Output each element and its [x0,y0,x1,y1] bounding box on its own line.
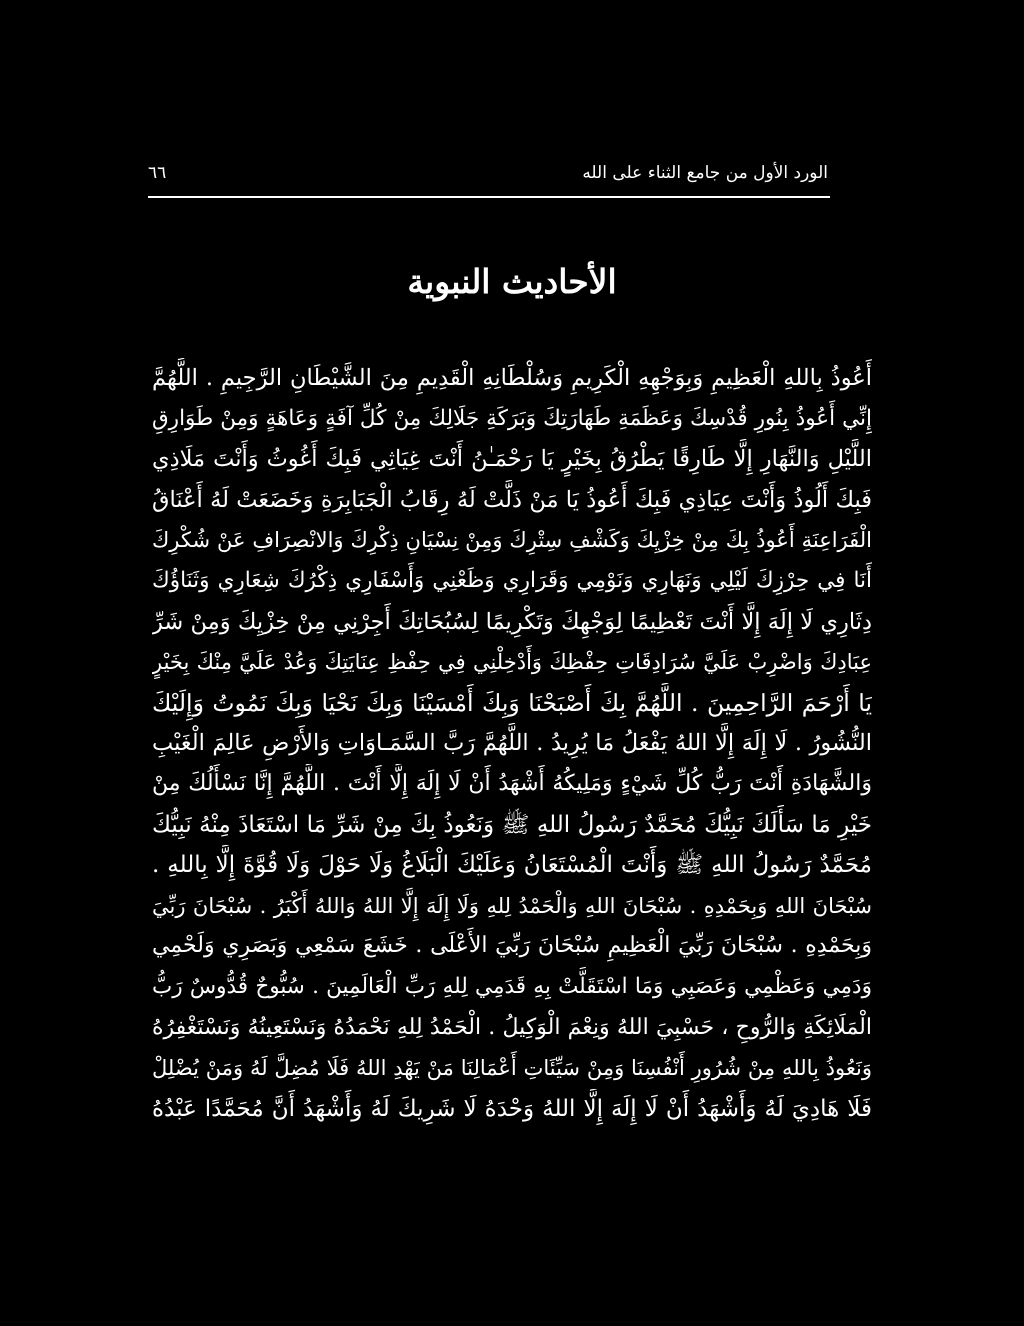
text-line: مُحَمَّدٌ رَسُولُ اللهِ ﷺ وَأَنْتَ الْمُسْتَعَانُ وَعَلَيْكَ الْبَلَاغُ وَلَا حَوْلَ وَلَا قُوَّةَ إِلَّا بِاللهِ . [152,852,872,879]
text-line: الْفَرَاعِنَةِ أَعُوذُ بِكَ مِنْ خِزْيِكَ وَكَشْفِ سِتْرِكَ وَمِنْ نِسْيَانِ ذِكْرِكَ وَالانْصِرَافِ عَنْ شُكْرِكَ [152,528,872,553]
text-line: اللَّيْلِ وَالنَّهَارِ إِلَّا طَارِقًا يَطْرُقُ بِخَيْرٍ يَا رَحْمَـٰنُ أَنْتَ غِيَاثِي فَبِكَ أَغُوثُ وَأَنْتَ مَلَاذِي [152,446,872,473]
text-line: يَا أَرْحَمَ الرَّاحِمِينَ . اللَّهُمَّ بِكَ أَصْبَحْنَا وَبِكَ أَمْسَيْنَا وَبِكَ نَحْيَا وَبِكَ نَمُوتُ وَإِلَيْكَ [152,688,872,717]
running-header [148,158,828,188]
body-text [152,358,872,1129]
text-line: أَعُوذُ بِاللهِ الْعَظِيمِ وَبِوَجْهِهِ الْكَرِيمِ وَسُلْطَانِهِ الْقَدِيمِ مِنَ الشَّيْطَانِ الرَّجِيمِ . اللَّهُمَّ [152,365,872,391]
text-line: دِثَارِي لَا إِلَهَ إِلَّا أَنْتَ تَعْظِيمًا لِوَجْهِكَ وَتَكْرِيمًا لِسُبُحَاتِكَ أَجِرْنِي مِنْ خِزْيِكَ وَمِنْ شَرِّ [152,608,872,635]
text-line: وَبِحَمْدِهِ . سُبْحَانَ رَبِّيَ الْعَظِيمِ سُبْحَانَ رَبِّيَ الأَعْلَى . خَشَعَ سَمْعِي وَبَصَرِي وَلَحْمِي [152,933,872,959]
text-line: فَبِكَ أَلُوذُ وَأَنْتَ عِيَاذِي فَبِكَ أَعُوذُ يَا مَنْ ذَلَّتْ لَهُ رِقَابُ الْجَبَابِرَةِ وَخَضَعَتْ لَهُ أَعْنَاقُ [152,486,872,513]
text-line: فَلَا هَادِيَ لَهُ وَأَشْهَدُ أَنْ لَا إِلَهَ إِلَّا اللهُ وَحْدَهُ لَا شَرِيكَ لَهُ وَأَشْهَدُ أَنَّ مُحَمَّدًا عَبْدُهُ [152,1095,872,1122]
text-line: النُّشُورُ . لَا إِلَهَ إِلَّا اللهُ يَفْعَلُ مَا يُرِيدُ . اللَّهُمَّ رَبَّ السَّمَـاوَاتِ وَالأَرْضِ عَالِمَ الْغَيْبِ [152,730,872,757]
text-line: أَنَا فِي حِرْزِكَ لَيْلِي وَنَهَارِي وَنَوْمِي وَقَرَارِي وَظَعْنِي وَأَسْفَارِي ذِكْرُكَ شِعَارِي وَثَنَاؤُكَ [152,567,872,593]
text-line: عِبَادِكَ وَاضْرِبْ عَلَيَّ سُرَادِقَاتِ حِفْظِكَ وَأَدْخِلْنِي فِي حِفْظِ عِنَايَتِكَ وَعُدْ عَلَيَّ مِنْكَ بِخَيْرٍ [152,650,872,675]
page-number: ٦٦ [148,163,167,183]
running-title: الورد الأول من جامع الثناء على الله [582,163,828,183]
section-title: الأحاديث النبوية [407,262,617,301]
text-line: وَالشَّهَادَةِ أَنْتَ رَبُّ كُلِّ شَيْءٍ وَمَلِيكُهُ أَشْهَدُ أَنْ لَا إِلَهَ إِلَّا أَنْتَ . اللَّهُمَّ إِنَّا نَسْأَلُكَ مِنْ [152,770,872,796]
text-line: إِنِّي أَعُوذُ بِنُورِ قُدْسِكَ وَعَظَمَةِ طَهَارَتِكَ وَبَرَكَةِ جَلَالِكَ مِنْ كُلِّ آفَةٍ وَعَاهَةٍ وَمِنْ طَوَارِقِ [152,405,872,431]
text-line: خَيْرِ مَا سَأَلَكَ نَبِيُّكَ مُحَمَّدٌ رَسُولُ اللهِ ﷺ وَنَعُوذُ بِكَ مِنْ شَرِّ مَا اسْتَعَاذَ مِنْهُ نَبِيُّكَ [152,811,872,838]
header-rule [148,196,830,198]
text-line: الْمَلَائِكَةِ وَالرُّوحِ ، حَسْبِيَ اللهُ وَنِعْمَ الْوَكِيلُ . الْحَمْدُ لِلهِ نَحْمَدُهُ وَنَسْتَعِينُهُ وَنَسْتَغْفِرُهُ [152,1014,872,1040]
text-line: وَدَمِي وَعَظْمِي وَعَصَبِي وَمَا اسْتَقَلَّتْ بِهِ قَدَمِي لِلهِ رَبِّ الْعَالَمِينَ . سُبُّوحٌ قُدُّوسٌ رَبُّ [152,973,872,999]
text-line: وَنَعُوذُ بِاللهِ مِنْ شُرُورِ أَنْفُسِنَا وَمِنْ سَيِّئَاتِ أَعْمَالِنَا مَنْ يَهْدِ اللهُ فَلَا مُضِلَّ لَهُ وَمَنْ يُضْلِلْ [152,1056,872,1081]
text-line: سُبْحَانَ اللهِ وَبِحَمْدِهِ . سُبْحَانَ اللهِ وَالْحَمْدُ لِلهِ وَلَا إِلَهَ إِلَّا اللهُ وَاللهُ أَكْبَرُ . سُبْحَانَ رَبِّيَ [152,893,872,918]
